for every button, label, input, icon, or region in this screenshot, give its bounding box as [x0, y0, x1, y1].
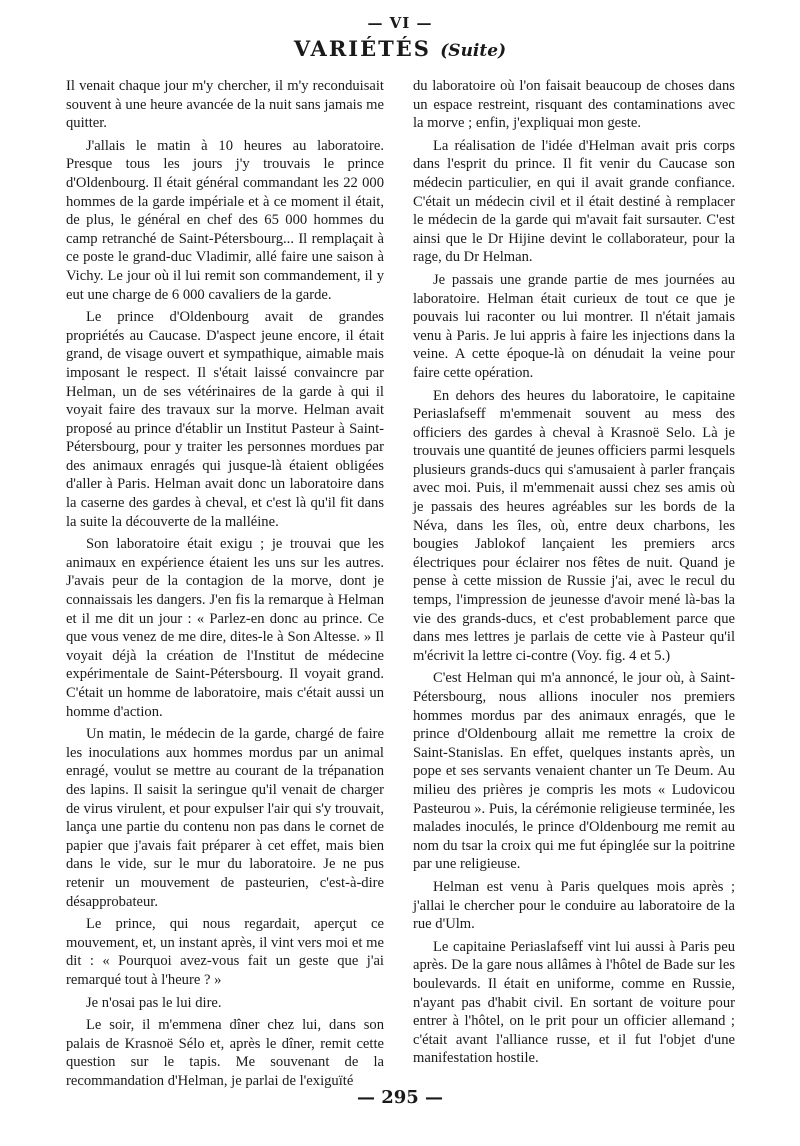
paragraph: C'est Helman qui m'a annoncé, le jour où, à Saint-Pétersbourg, nous allions inoculer nos premiers hommes mordus par des animaux enragés, que le prince d'Oldenbourg allait me remettre la croix de Saint-Stanislas. En effet, quelques instants après, un pope et ses servants venaient chanter un Te Deum. Au milieu des prières je compris les mots « Ludovicou Pasteurou ». Puis, la cérémonie religieuse terminée, les malades inoculés, le prince d'Oldenbourg me remit au nom du tsar la croix qui me fut épinglée sur la poitrine par une religieuse.	[413, 670, 735, 873]
section-title-text: VARIÉTÉS	[293, 36, 431, 61]
paragraph: En dehors des heures du laboratoire, le capitaine Periaslafseff m'emmenait souvent au mess des officiers des gardes à cheval à Krasnoë Selo. Là je trouvais une quantité de jeunes officiers parmi lesquels plusieurs grands-ducs qui s'amusaient à parler français avec moi. Puis, il m'emmenait aussi chez ses amis où je passais des heures agréables sur les bords de la Néva, dans les îles, où, entre deux charbons, les bougies Jablokof lançaient les premiers arcs électriques pour éclairer nos fêtes de nuit. Quand je pense à cette mission de Russie j'ai, avec le recul du temps, l'impression de jeunesse d'avoir mené là-bas la vie des grands-ducs, et c'est probablement parce que dans mes lettres je parlais de cette vie à Pasteur qu'il m'écrivit la lettre ci-contre (Voy. fig. 4 et 5.)	[413, 387, 735, 664]
roman-page-number: — VI —	[367, 14, 433, 32]
section-title-suffix: (Suite)	[440, 41, 507, 61]
right-column	[413, 77, 735, 1072]
paragraph: Le soir, il m'emmena dîner chez lui, dans son palais de Krasnoë Sélo et, après le dîner, remit cette question sur le tapis. Me souvenant de la recommandation d'Helman, je parlai de l'exiguïté	[66, 1017, 384, 1089]
paragraph: Le prince, qui nous regardait, aperçut ce mouvement, et, un instant après, il vint vers moi et me dit : « Pourquoi avez-vous fait un geste que j'ai remarqué tout à l'heure ? »	[66, 916, 384, 988]
paragraph: Son laboratoire était exigu ; je trouvai que les animaux en expérience étaient les uns sur les autres. J'avais peur de la contagion de la morve, dont je connaissais les dangers. J'en fis la remarque à Helman et il me dit un jour : « Parlez-en donc au prince. Ce que vous venez de me dire, dites-le à Son Altesse. » Il voyait déjà la création de l'Institut de médecine expérimentale de Saint-Pétersbourg. Il voyait grand. C'était un homme de laboratoire, mais c'était aussi un homme d'action.	[66, 536, 384, 720]
paragraph: Un matin, le médecin de la garde, chargé de faire les inoculations aux hommes mordus par un animal enragé, voulut se mettre au courant de la trépanation des lapins. Il saisit la seringue qu'il venait de charger de virus virulent, et pour expulser l'air qui s'y trouvait, lança une partie du contenu non pas dans le cornet de papier que j'avais fait préparer à cet effet, mais bien dans le vide, sur le mur du laboratoire. Je ne pus retenir un mouvement de pasteurien, c'est-à-dire désapprobateur.	[66, 726, 384, 910]
section-title	[0, 36, 800, 61]
paragraph: du laboratoire où l'on faisait beaucoup de choses dans un espace restreint, risquant des contaminations avec la morve ; enfin, j'expliquai mon geste.	[413, 78, 735, 132]
paragraph: Je n'osai pas le lui dire.	[86, 994, 222, 1011]
left-column	[66, 77, 384, 1094]
paragraph: Le prince d'Oldenbourg avait de grandes propriétés au Caucase. D'aspect jeune encore, il était grand, de visage ouvert et sympathique, aimable mais imposant le respect. Il s'était laissé convaincre par Helman, un de ses vétérinaires de la garde à qui il voyait faire des travaux sur la morve. Helman avait proposé au prince d'établir un Institut Pasteur à Saint-Pétersbourg, pour y traiter les personnes mordues par des animaux enragés qui jusque-là étaient obligées d'aller à Paris. Helman avait donc un laboratoire dans la caserne des gardes à cheval, et c'est là qu'il fit dans la suite la découverte de la malléine.	[66, 309, 384, 530]
paragraph: J'allais le matin à 10 heures au laboratoire. Presque tous les jours j'y trouvais le prince d'Oldenbourg. Il était général commandant les 22 000 hommes de la garde impériale et à ce moment il était, de plus, le général en chef des 65 000 hommes du camp retranché de Saint-Pétersbourg... Il remplaçait à ce poste le grand-duc Vladimir, allé faire une saison à Vichy. Le jour où il lui remit son commandement, il y eut une charge de 6 000 cavaliers de la garde.	[66, 137, 384, 303]
paragraph: Je passais une grande partie de mes journées au laboratoire. Helman était curieux de tout ce que je pouvais lui raconter ou lui montrer. Il n'était jamais venu à Paris. Je lui appris à faire les injections dans la veine. A cette époque-là on dénudait la veine pour faire cette opération.	[413, 271, 735, 381]
paragraph: Le capitaine Periaslafseff vint lui aussi à Paris peu après. De la gare nous allâmes à l'hôtel de Bade sur les boulevards. Il était en uniforme, comme en Russie, n'ayant pas d'habit civil. En sortant de voiture pour entrer à l'hôtel, on le prit pour un officier allemand ; c'était avant l'alliance russe, et il fut l'objet d'une manifestation hostile.	[413, 938, 735, 1067]
paragraph: Helman est venu à Paris quelques mois après ; j'allai le chercher pour le conduire au laboratoire de la rue d'Ulm.	[413, 878, 735, 933]
paragraph: La réalisation de l'idée d'Helman avait pris corps dans l'esprit du prince. Il fit venir du Caucase son médecin particulier, en qui il avait grande confiance. C'était un médecin civil et il était destiné à remplacer le médecin de la garde qui m'avait fait sursauter. C'est ainsi que le Dr Hijine devint le collaborateur, pour la rage, du Dr Helman.	[413, 137, 735, 266]
paragraph: Il venait chaque jour m'y chercher, il m'y reconduisait souvent à une heure avancée de la nuit sans jamais me quitter.	[66, 78, 384, 132]
page-number: — 295 —	[356, 1087, 444, 1108]
